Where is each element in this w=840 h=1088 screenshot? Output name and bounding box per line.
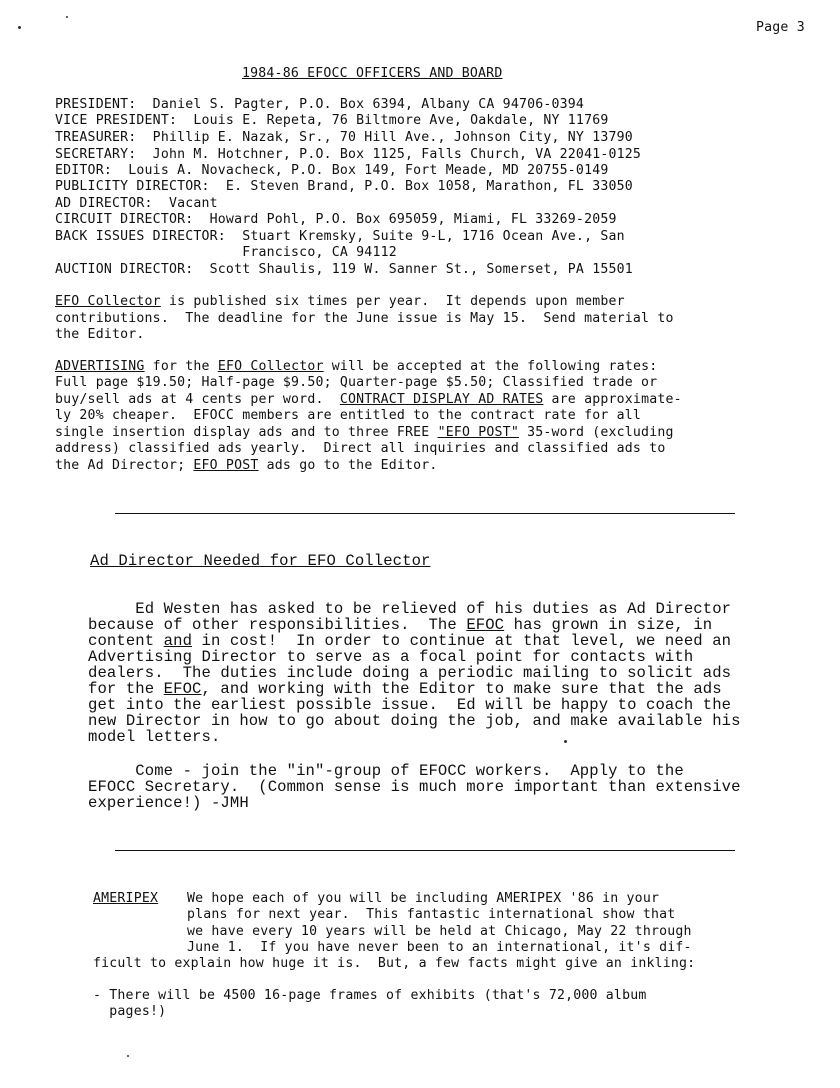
advertising-line: the Ad Director; EFO POST ads go to the Editor. [55,458,438,473]
ameripex-line: plans for next year. This fantastic international show that [187,907,676,922]
scan-speck [564,740,567,743]
article-line: dealers. The duties include doing a periodic mailing to solicit ads [88,664,732,682]
article-line: for the EFOC, and working with the Editor to make sure that the ads [88,680,722,698]
article-line: content and in cost! In order to continue at that level, we need an [88,632,732,650]
officer-line: PUBLICITY DIRECTOR: E. Steven Brand, P.O. Box 1058, Marathon, FL 33050 [55,179,633,194]
officer-line: Francisco, CA 94112 [55,245,397,260]
section-divider [115,850,735,851]
officer-line: AD DIRECTOR: Vacant [55,196,218,211]
scan-speck [66,16,68,18]
officer-line: VICE PRESIDENT: Louis E. Repeta, 76 Biltmore Ave, Oakdale, NY 11769 [55,113,609,128]
article-line: Advertising Director to serve as a focal point for contacts with [88,648,694,666]
officers-heading: 1984-86 EFOCC OFFICERS AND BOARD [242,66,503,81]
ameripex-line: we have every 10 years will be held at Chicago, May 22 through [187,924,692,939]
scan-speck [18,26,21,29]
ad-director-heading: Ad Director Needed for EFO Collector [90,552,431,570]
advertising-line: single insertion display ads and to three FREE "EFO POST" 35-word (excluding [55,425,674,440]
publication-title: EFO Collector [55,294,161,309]
article-line: Come - join the "in"-group of EFOCC workers. Apply to the [88,762,684,780]
advertising-line: Full page $19.50; Half-page $9.50; Quarter-page $5.50; Classified trade or [55,375,658,390]
article-line: new Director in how to go about doing the job, and make available his [88,712,741,730]
advertising-keyword: ADVERTISING [55,359,145,374]
ameripex-bullet: pages!) [93,1004,167,1019]
efo-post-keyword: "EFO POST" [437,425,519,440]
article-line: get into the earliest possible issue. Ed will be happy to coach the [88,696,732,714]
ameripex-line: We hope each of you will be including AMERIPEX '86 in your [187,891,660,906]
page-number: Page 3 [756,20,805,35]
ameripex-line: June 1. If you have never been to an international, it's dif- [187,940,692,955]
advertising-line: buy/sell ads at 4 cents per word. CONTRACT DISPLAY AD RATES are approximate- [55,392,682,407]
ameripex-line: ficult to explain how huge it is. But, a few facts might give an inkling: [93,956,696,971]
officer-line: CIRCUIT DIRECTOR: Howard Pohl, P.O. Box 695059, Miami, FL 33269-2059 [55,212,617,227]
officer-line: SECRETARY: John M. Hotchner, P.O. Box 1125, Falls Church, VA 22041-0125 [55,147,642,162]
contract-rates-keyword: CONTRACT DISPLAY AD RATES [339,392,544,407]
advertising-line: ADVERTISING for the EFO Collector will be accepted at the following rates: [55,359,658,374]
article-line: Ed Westen has asked to be relieved of his duties as Ad Director [88,600,732,618]
officer-line: EDITOR: Louis A. Novacheck, P.O. Box 149, Fort Meade, MD 20755-0149 [55,163,609,178]
publication-title: EFO Collector [217,359,324,374]
article-line: because of other responsibilities. The EFOC has grown in size, in [88,616,713,634]
advertising-line: ly 20% cheaper. EFOCC members are entitled to the contract rate for all [55,408,642,423]
officer-line: PRESIDENT: Daniel S. Pagter, P.O. Box 6394, Albany CA 94706-0394 [55,97,585,112]
ameripex-label: AMERIPEX [93,891,159,906]
article-line: EFOCC Secretary. (Common sense is much more important than extensive [88,778,741,796]
ameripex-bullet: - There will be 4500 16-page frames of exhibits (that's 72,000 album [93,988,647,1003]
article-line: model letters. [88,728,221,746]
officer-line: BACK ISSUES DIRECTOR: Stuart Kremsky, Suite 9-L, 1716 Ocean Ave., San [55,229,625,244]
officer-line: AUCTION DIRECTOR: Scott Shaulis, 119 W. Sanner St., Somerset, PA 15501 [55,262,633,277]
officer-line: TREASURER: Phillip E. Nazak, Sr., 70 Hill Ave., Johnson City, NY 13790 [55,130,633,145]
publish-paragraph-line: the Editor. [55,327,145,342]
publish-paragraph-line: EFO Collector is published six times per year. It depends upon member [55,294,625,309]
efo-post-keyword: EFO POST [193,458,259,473]
advertising-line: address) classified ads yearly. Direct all inquiries and classified ads to [55,441,666,456]
article-line: experience!) -JMH [88,794,249,812]
section-divider [115,513,735,514]
scan-speck [127,1055,129,1057]
publish-paragraph-line: contributions. The deadline for the June issue is May 15. Send material to [55,311,674,326]
